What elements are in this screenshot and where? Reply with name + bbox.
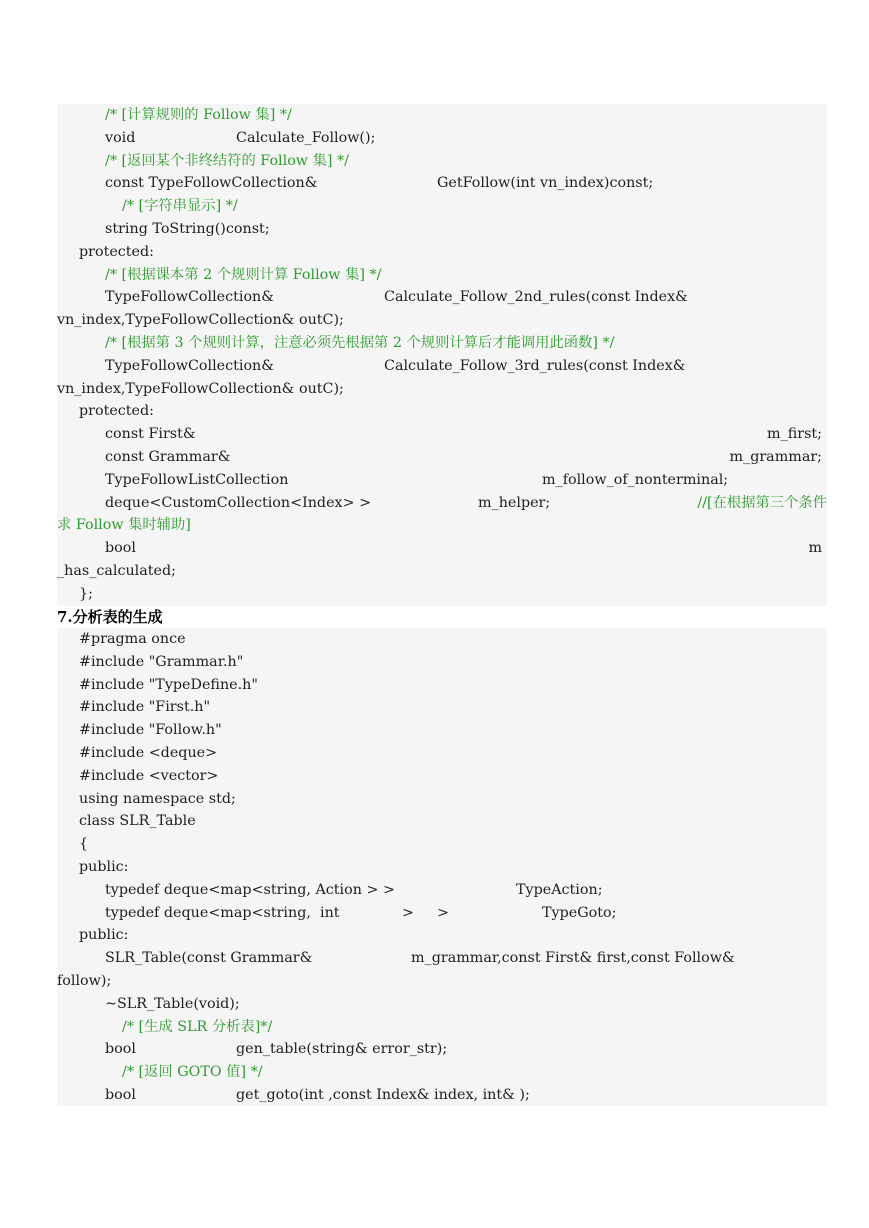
code-line	[57, 1084, 827, 1107]
code-keyword: public:	[79, 927, 129, 944]
code-text: TypeFollowCollection&	[105, 289, 274, 306]
code-text: Calculate_Follow();	[236, 129, 376, 146]
code-comment: //[在根据第三个条件	[697, 494, 827, 511]
code-line	[57, 947, 827, 970]
code-text: TypeFollowCollection&	[105, 357, 274, 374]
code-line	[57, 696, 827, 719]
code-text: using namespace std;	[79, 790, 236, 807]
code-comment: 求 Follow 集时辅助]	[57, 517, 191, 534]
code-line	[57, 537, 827, 560]
code-text: const Grammar&	[105, 448, 231, 465]
code-text: const TypeFollowCollection&	[105, 175, 318, 192]
code-text: follow);	[57, 972, 112, 989]
code-text: gen_table(string& error_str);	[236, 1041, 448, 1058]
code-text: m_grammar,const First& first,const Follow&	[411, 950, 735, 967]
code-text: #include "Follow.h"	[79, 722, 222, 739]
code-text: m	[808, 540, 822, 557]
code-comment: /* [返回 GOTO 值] */	[122, 1064, 263, 1081]
code-text: const First&	[105, 426, 196, 443]
code-text: ~SLR_Table(void);	[105, 995, 240, 1012]
code-text: TypeGoto;	[542, 904, 617, 921]
code-line	[57, 514, 827, 537]
code-text: Calculate_Follow_2nd_rules(const Index&	[384, 289, 688, 306]
code-line	[57, 970, 827, 993]
code-line	[57, 628, 827, 651]
code-text: TypeAction;	[516, 881, 603, 898]
code-comment: /* [生成 SLR 分析表]*/	[122, 1018, 273, 1035]
code-line	[57, 264, 827, 287]
code-line	[57, 286, 827, 309]
code-line	[57, 1038, 827, 1061]
code-text: class SLR_Table	[79, 813, 196, 830]
code-text: m_grammar;	[729, 448, 822, 465]
code-text: SLR_Table(const Grammar&	[105, 950, 313, 967]
code-line	[57, 583, 827, 606]
code-text: m_first;	[767, 426, 822, 443]
code-text: #pragma once	[79, 631, 186, 647]
code-text: >	[402, 904, 414, 921]
code-text: _has_calculated;	[57, 562, 176, 579]
code-line	[57, 674, 827, 697]
code-text: #include <vector>	[79, 767, 219, 784]
code-text: TypeFollowListCollection	[105, 471, 289, 488]
code-text: typedef deque<map<string, int	[105, 904, 340, 921]
code-line	[57, 651, 827, 674]
code-line	[57, 788, 827, 811]
code-block-follow	[57, 104, 827, 606]
code-text: {	[79, 836, 89, 853]
code-line	[57, 810, 827, 833]
code-comment: /* [计算规则的 Follow 集] */	[105, 107, 292, 123]
code-comment: /* [根据第 3 个规则计算，注意必须先根据第 2 个规则计算后才能调用此函数] */	[105, 334, 615, 351]
code-text: Calculate_Follow_3rd_rules(const Index&	[384, 357, 686, 374]
code-text: string ToString()const;	[105, 220, 270, 237]
code-text: #include "TypeDefine.h"	[79, 676, 258, 693]
code-comment: /* [根据课本第 2 个规则计算 Follow 集] */	[105, 266, 382, 283]
section-heading: 7.分析表的生成	[57, 608, 163, 626]
code-text: bool	[105, 1041, 136, 1058]
code-text: #include "Grammar.h"	[79, 653, 244, 670]
code-text: bool	[105, 540, 136, 557]
code-line	[57, 719, 827, 742]
code-line	[57, 902, 827, 925]
code-text: #include <deque>	[79, 744, 218, 761]
code-text: >	[437, 904, 449, 921]
code-comment: /* [字符串显示] */	[122, 198, 238, 215]
code-keyword: protected:	[79, 243, 154, 260]
code-text: void	[105, 129, 136, 146]
code-line	[57, 492, 827, 515]
code-line	[57, 833, 827, 856]
code-text: GetFollow(int vn_index)const;	[437, 175, 654, 192]
code-text: vn_index,TypeFollowCollection& outC);	[57, 380, 344, 397]
code-line	[57, 742, 827, 765]
code-text: vn_index,TypeFollowCollection& outC);	[57, 312, 344, 329]
code-text: bool	[105, 1086, 136, 1103]
code-line	[57, 446, 827, 469]
code-text: #include "First.h"	[79, 699, 211, 716]
code-line	[57, 332, 827, 355]
code-line	[57, 104, 827, 127]
code-line	[57, 856, 827, 879]
code-line	[57, 1016, 827, 1039]
code-block-slr-table	[57, 628, 827, 1106]
code-text: get_goto(int ,const Index& index, int& );	[236, 1086, 530, 1103]
code-text: deque<CustomCollection<Index> >	[105, 494, 372, 511]
code-line	[57, 150, 827, 173]
code-line	[57, 924, 827, 947]
code-line	[57, 993, 827, 1016]
code-line	[57, 195, 827, 218]
code-line	[57, 172, 827, 195]
code-line	[57, 400, 827, 423]
code-text: typedef deque<map<string, Action > >	[105, 881, 395, 898]
code-keyword: public:	[79, 858, 129, 875]
code-line	[57, 309, 827, 332]
code-line	[57, 423, 827, 446]
code-line	[57, 241, 827, 264]
code-line	[57, 879, 827, 902]
code-line	[57, 469, 827, 492]
code-line	[57, 218, 827, 241]
code-text: };	[79, 585, 93, 602]
code-line	[57, 1061, 827, 1084]
code-line	[57, 355, 827, 378]
code-line	[57, 560, 827, 583]
code-text: m_follow_of_nonterminal;	[542, 471, 729, 488]
code-line	[57, 378, 827, 401]
code-line	[57, 765, 827, 788]
code-line	[57, 127, 827, 150]
code-comment: /* [返回某个非终结符的 Follow 集] */	[105, 152, 349, 169]
code-text: m_helper;	[478, 494, 551, 511]
code-keyword: protected:	[79, 403, 154, 420]
